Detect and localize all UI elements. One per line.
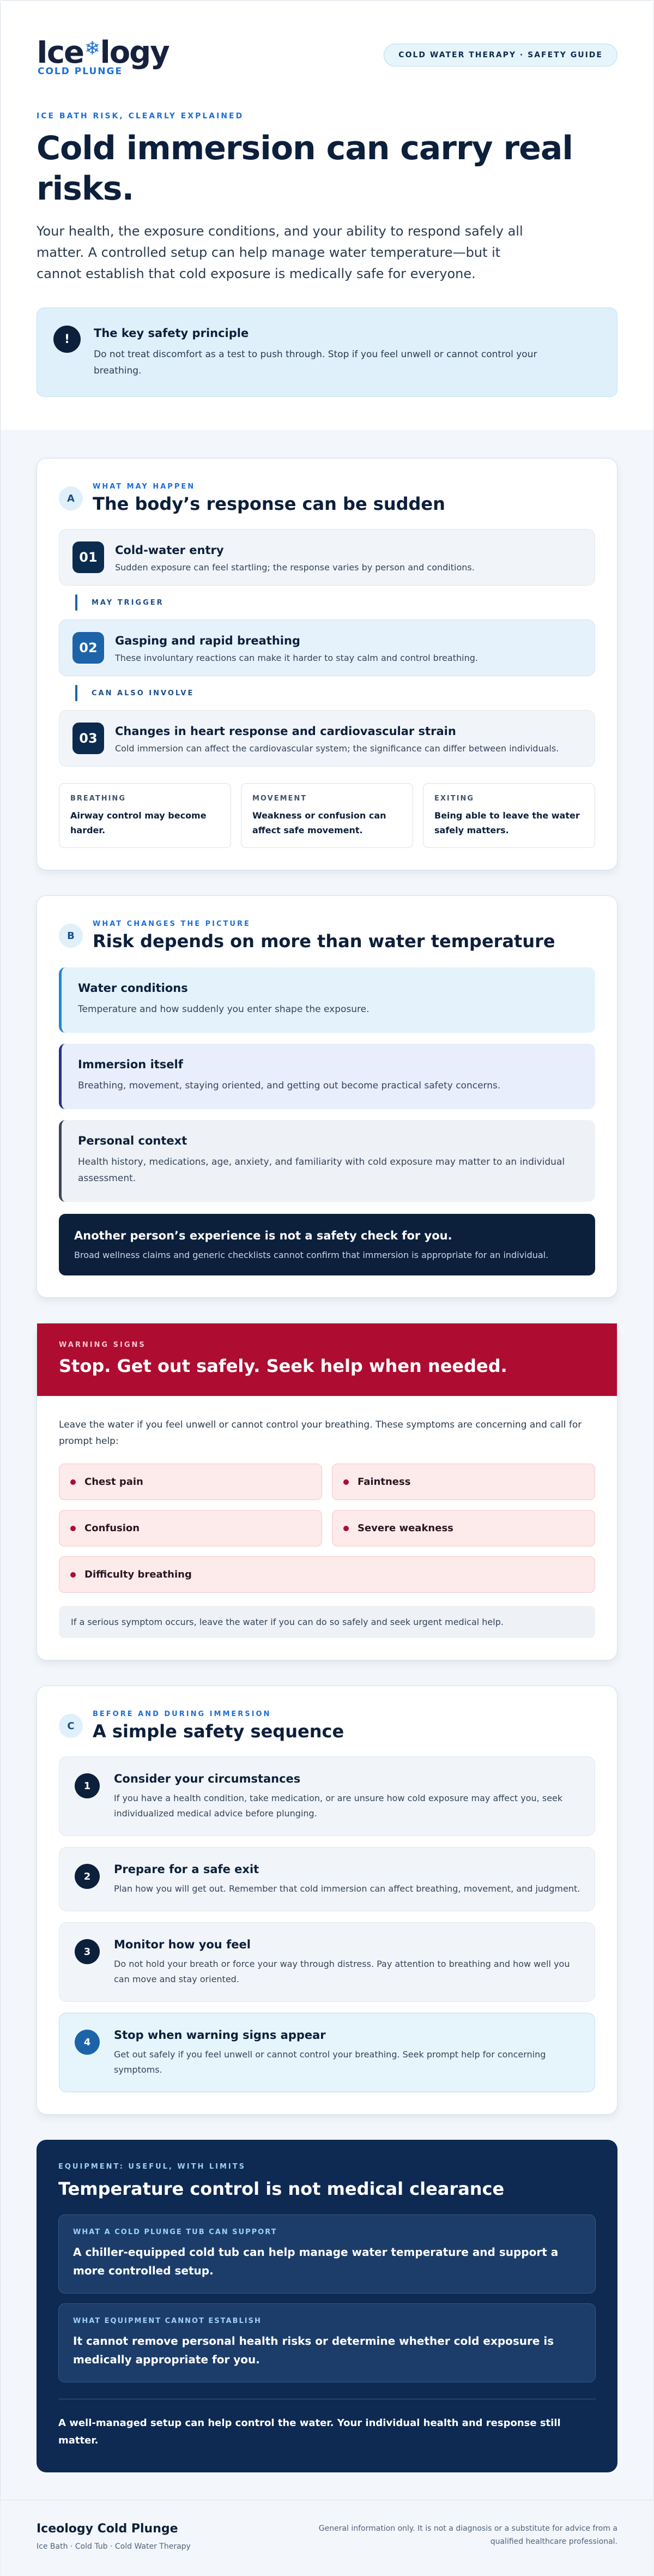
symptom-item [59, 1464, 322, 1500]
principle-text: Do not treat discomfort as a test to push through. Stop if you feel unwell or cannot control your breathing. [94, 349, 537, 376]
equipment-can-box [58, 2214, 596, 2294]
factor-immersion [59, 1044, 595, 1109]
section-kicker: WHAT CHANGES THE PICTURE [93, 920, 251, 928]
effect-card-movement [241, 783, 413, 848]
section-body-response [37, 458, 617, 870]
effect-card-text: Being able to leave the water safely matters. [434, 810, 580, 835]
snowflake-icon: ❄ [84, 38, 99, 59]
section-safety-sequence [37, 1686, 617, 2115]
note-title: Another person’s experience is not a safety check for you. [74, 1229, 452, 1242]
step-title: Monitor how you feel [114, 1938, 251, 1951]
step-text: Get out safely if you feel unwell or cannot control your breathing. Seek prompt help for concerning symptoms. [114, 2049, 546, 2075]
warning-kicker: WARNING SIGNS [59, 1341, 146, 1349]
factor-title: Personal context [78, 1134, 187, 1147]
hero-kicker: ICE BATH RISK, CLEARLY EXPLAINED [37, 112, 244, 121]
symptom-list [59, 1464, 595, 1593]
bullet-dot-icon [70, 1479, 76, 1485]
step-title: Prepare for a safe exit [114, 1863, 259, 1876]
warning-title: Stop. Get out safely. Seek help when needed. [59, 1356, 507, 1376]
bullet-dot-icon [343, 1479, 349, 1485]
step-number: 4 [75, 2030, 100, 2055]
effect-card-exiting [423, 783, 595, 848]
sequence-number: 03 [72, 723, 104, 754]
symptom-label: Chest pain [84, 1476, 143, 1488]
sequence-connector [59, 676, 595, 710]
factor-water-conditions [59, 967, 595, 1033]
principle-title: The key safety principle [94, 327, 249, 340]
effect-card-label: MOVEMENT [252, 795, 307, 803]
connector-bar [75, 685, 77, 701]
factor-title: Water conditions [78, 982, 188, 995]
factor-text: Breathing, movement, staying oriented, and getting out become practical safety concerns. [78, 1080, 501, 1091]
sequence-number: 01 [72, 541, 104, 573]
equipment-box-label: WHAT A COLD PLUNGE TUB CAN SUPPORT [73, 2228, 277, 2236]
safety-steps [59, 1756, 595, 2092]
connector-bar [75, 594, 77, 611]
bullet-dot-icon [70, 1572, 76, 1578]
step-number: 3 [75, 1939, 100, 1964]
symptom-item [332, 1464, 595, 1500]
warning-note: If a serious symptom occurs, leave the water if you can do so safely and seek urgent medical help. [59, 1606, 595, 1638]
sequence-text: Sudden exposure can feel startling; the response varies by person and conditions. [115, 562, 475, 573]
factor-title: Immersion itself [78, 1058, 183, 1071]
sequence-text: These involuntary reactions can make it harder to stay calm and control breathing. [115, 653, 478, 663]
step-number: 2 [75, 1864, 100, 1889]
sequence-number: 02 [72, 632, 104, 664]
iceology-logo[interactable] [37, 33, 173, 77]
section-letter-badge: C [59, 1714, 83, 1738]
step-text: Plan how you will get out. Remember that cold immersion can affect breathing, movement, and judgment. [114, 1883, 580, 1894]
note-text: Broad wellness claims and generic checklists cannot confirm that immersion is appropriate for an individual. [74, 1250, 549, 1260]
logo-subtitle: COLD PLUNGE [38, 66, 123, 77]
connector-label: CAN ALSO INVOLVE [92, 689, 195, 697]
section-kicker: BEFORE AND DURING IMMERSION [93, 1710, 271, 1718]
bullet-dot-icon [70, 1526, 76, 1531]
step-text: If you have a health condition, take medication, or are unsure how cold exposure may affect you, seek individualized medical advice before plunging. [114, 1793, 563, 1819]
section-title: The body’s response can be sudden [93, 493, 445, 514]
equipment-final-note: A well-managed setup can help control the water. Your individual health and response still matter. [58, 2417, 561, 2446]
symptom-item [59, 1556, 595, 1593]
guide-badge: COLD WATER THERAPY · SAFETY GUIDE [384, 44, 617, 67]
effect-card-text: Weakness or confusion can affect safe movement. [252, 810, 386, 835]
symptom-label: Confusion [84, 1522, 140, 1534]
experience-note [59, 1214, 595, 1275]
sequence-item [59, 529, 595, 586]
effect-card-breathing [59, 783, 231, 848]
effect-card-label: EXITING [434, 795, 474, 803]
factor-text: Temperature and how suddenly you enter shape the exposure. [78, 1004, 370, 1015]
equipment-box-text: It cannot remove personal health risks or determine whether cold exposure is medically appropriate for you. [73, 2334, 554, 2366]
symptom-label: Difficulty breathing [84, 1569, 192, 1580]
section-title: A simple safety sequence [93, 1721, 344, 1742]
response-sequence [59, 529, 595, 767]
hero-lede: Your health, the exposure conditions, and your ability to respond safely all matter. A controlled setup can help manage water temperature—but it cannot establish that cold exposure is medically safe for everyone. [37, 224, 523, 281]
section-letter-badge: B [59, 924, 83, 948]
equipment-box-label: WHAT EQUIPMENT CANNOT ESTABLISH [73, 2317, 262, 2325]
sequence-title: Cold-water entry [115, 544, 224, 557]
effect-card-label: BREATHING [70, 795, 126, 803]
step-item [59, 1756, 595, 1836]
alert-icon: ! [53, 326, 81, 353]
connector-label: MAY TRIGGER [92, 598, 164, 607]
equipment-cannot-box [58, 2303, 596, 2382]
equipment-box-text: A chiller-equipped cold tub can help manage water temperature and support a more controlled setup. [73, 2246, 559, 2277]
sequence-title: Gasping and rapid breathing [115, 634, 300, 647]
section-title: Risk depends on more than water temperature [93, 931, 555, 952]
sequence-connector [59, 586, 595, 619]
sequence-item [59, 710, 595, 767]
equipment-kicker: EQUIPMENT: USEFUL, WITH LIMITS [58, 2163, 246, 2171]
footer-disclaimer: General information only. It is not a diagnosis or a substitute for advice from a qualified healthcare professional. [318, 2524, 617, 2546]
symptom-label: Faintness [358, 1476, 411, 1488]
step-title: Consider your circumstances [114, 1772, 301, 1785]
equipment-limits-card [37, 2140, 617, 2472]
top-bar [37, 33, 617, 77]
sequence-item [59, 619, 595, 676]
sequence-text: Cold immersion can affect the cardiovascular system; the significance can differ between individuals. [115, 743, 559, 754]
section-kicker: WHAT MAY HAPPEN [93, 483, 196, 491]
equipment-title: Temperature control is not medical clearance [58, 2178, 505, 2199]
symptom-item [59, 1510, 322, 1546]
section-header [59, 1709, 595, 1742]
step-item [59, 2013, 595, 2092]
factor-personal-context [59, 1120, 595, 1202]
logo-wordmark [37, 33, 173, 68]
symptom-label: Severe weakness [358, 1522, 453, 1534]
footer-brand[interactable]: Iceology Cold Plunge [37, 2522, 178, 2536]
logo-text-right: logy [100, 35, 169, 70]
warning-signs-card [37, 1323, 617, 1660]
step-title: Stop when warning signs appear [114, 2029, 326, 2042]
symptom-item [332, 1510, 595, 1546]
step-item [59, 1847, 595, 1911]
hero-section [1, 1, 653, 430]
warning-intro: Leave the water if you feel unwell or cannot control your breathing. These symptoms are concerning and call for prompt help: [59, 1419, 582, 1447]
section-header [59, 482, 595, 515]
step-number: 1 [75, 1773, 100, 1798]
step-item [59, 1922, 595, 2002]
section-header [59, 919, 595, 952]
bullet-dot-icon [343, 1526, 349, 1531]
warning-header [37, 1323, 617, 1396]
logo-text-left: Ice [37, 35, 84, 70]
key-principle-callout [37, 308, 617, 397]
page-title: Cold immersion can carry real risks. [37, 129, 573, 208]
footer-tags: Ice Bath · Cold Tub · Cold Water Therapy [37, 2542, 191, 2551]
section-risk-factors [37, 895, 617, 1298]
content-body [1, 430, 653, 2500]
step-text: Do not hold your breath or force your way through distress. Pay attention to breathing and how well you can move and stay oriented. [114, 1959, 570, 1984]
section-letter-badge: A [59, 486, 83, 510]
effect-card-text: Airway control may become harder. [70, 810, 207, 835]
sequence-title: Changes in heart response and cardiovascular strain [115, 725, 456, 738]
effect-cards [59, 783, 595, 848]
footer [1, 2500, 653, 2576]
warning-body [37, 1396, 617, 1660]
factor-text: Health history, medications, age, anxiety, and familiarity with cold exposure may matter to an individual assessment. [78, 1157, 565, 1184]
